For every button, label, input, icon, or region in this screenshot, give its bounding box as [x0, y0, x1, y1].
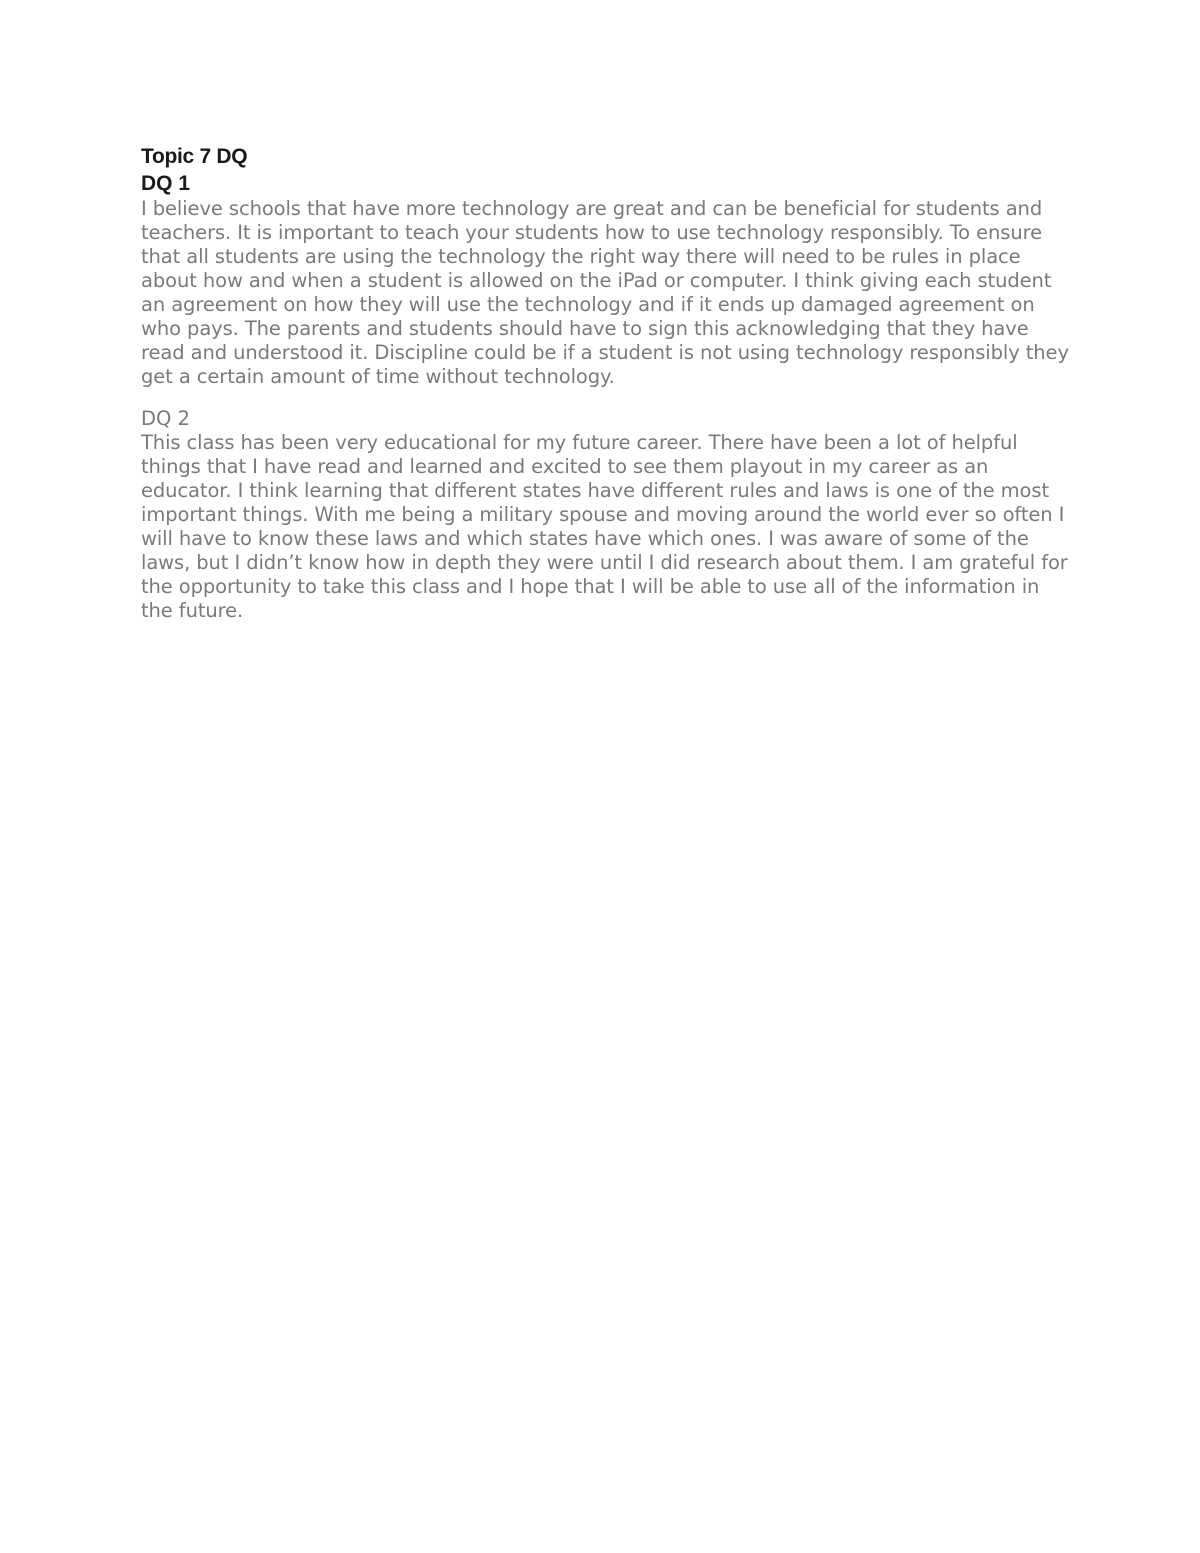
document-content — [141, 143, 1071, 623]
section-body-dq2: This class has been very educational for my future career. There have been a lot of helpful things that I have read and learned and excited to see them playout in my career as an educator. I think learning that different states have different rules and laws is one of the most important things. With me being a military spouse and moving around the world ever so often I will have to know these laws and which states have which ones. I was aware of some of the laws, but I didn’t know how in depth they were until I did research about them. I am grateful for the opportunity to take this class and I hope that I will be able to use all of the information in the future. — [141, 431, 1068, 622]
section-spacer — [141, 389, 1071, 407]
section-heading-dq1: DQ 1 — [141, 172, 191, 195]
section-body-dq1: I believe schools that have more technology are great and can be beneficial for students and teachers. It is important to teach your students how to use technology responsibly. To ensure that all students are using the technology the right way there will need to be rules in place about how and when a student is allowed on the iPad or computer. I think giving each student an agreement on how they will use the technology and if it ends up damaged agreement on who pays. The parents and students should have to sign this acknowledging that they have read and understood it. Discipline could be if a student is not using technology responsibly they get a certain amount of time without technology. — [141, 197, 1069, 388]
section-heading-dq2: DQ 2 — [141, 407, 190, 430]
document-title: Topic 7 DQ — [141, 145, 248, 168]
